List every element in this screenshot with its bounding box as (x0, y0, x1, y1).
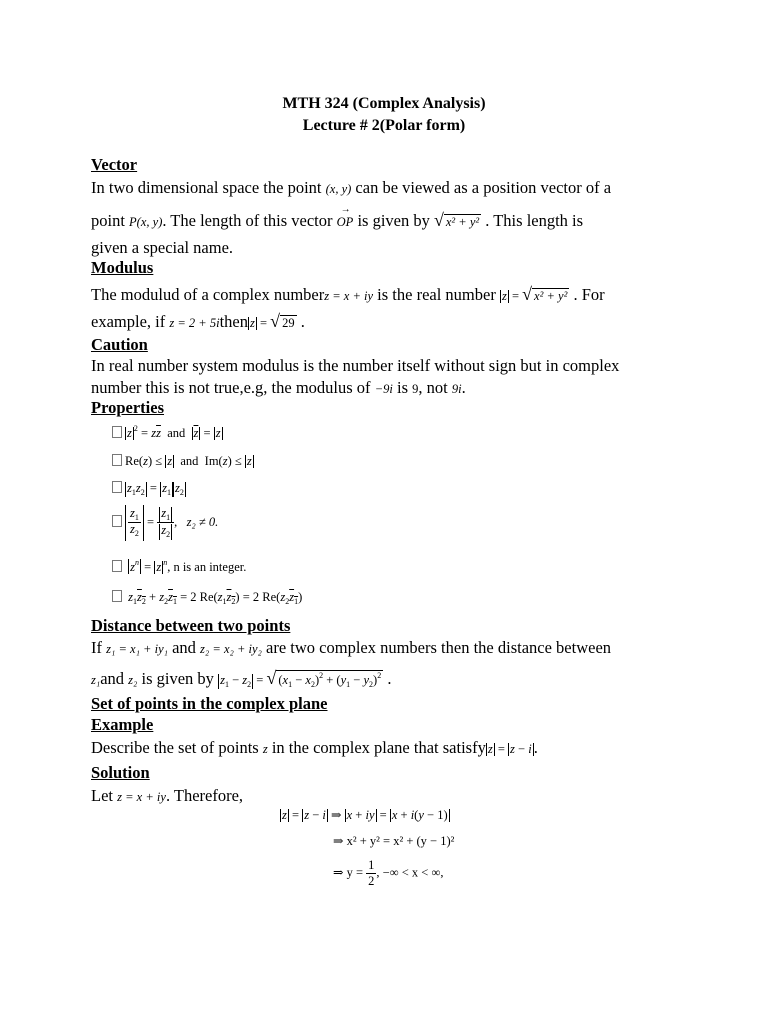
distance-text: and (172, 638, 196, 657)
property-text: and (180, 454, 199, 468)
math-z-example: z = 2 + 5i (169, 316, 220, 330)
set-heading: Set of points in the complex plane (91, 694, 328, 713)
distance-text: is given by (141, 669, 214, 688)
property-1: z $^2 = z\overline{z}$ and $\overline{z} = z$ (112, 424, 223, 441)
property-5: $z^n = z$ $^n$, n is an integer. (112, 558, 246, 575)
example-text: Describe the set of points (91, 738, 259, 757)
property-2: Re(z) ≤ z and Im(z) ≤ z (112, 454, 254, 469)
property-text: and (167, 426, 186, 440)
modulus-text: is the real number (377, 285, 496, 304)
math-9: 9 (412, 382, 419, 396)
distance-text: If (91, 638, 102, 657)
caution-text: is (396, 378, 408, 397)
vector-text: can be viewed as a position vector of a (355, 178, 612, 197)
lecture-title: Lecture # 2(Polar form) (302, 117, 466, 134)
caution-text: number this is not true,e.g, the modulus of (91, 378, 371, 397)
solution-equation-3 (333, 858, 444, 889)
math-z-def: z = x + iy (324, 289, 374, 303)
caution-text: . (461, 378, 466, 397)
property-4: $\frac{z_1}{z_2}$ = $\frac{z_1}{z_2}$ , z₂ ≠ 0. (112, 505, 218, 541)
bullet-icon (112, 590, 122, 602)
distance-line-1 (91, 638, 611, 658)
solution-equation-2: ⇒ x² + y² = x² + (y − 1)² (333, 834, 455, 848)
example-line-1: Describe the set of points z in the complex plane that satisfy z = z − i . (91, 738, 538, 757)
properties-heading: Properties (91, 398, 165, 417)
vector-text: is given by (357, 211, 430, 230)
math-sqrt-29: 29 (282, 316, 295, 330)
modulus-text: The modulud of a complex number (91, 285, 325, 304)
example-text: . (533, 738, 538, 757)
vector-text: point (91, 211, 125, 230)
math-point-p: P(x, y) (129, 215, 163, 229)
fraction-one-half (366, 858, 376, 889)
math-abs-z: z (501, 289, 507, 303)
vector-line-2: point P(x, y). The length of this vector → OP is given by √ x² + y² . This length is (91, 210, 583, 232)
example-heading: Example (91, 715, 154, 734)
property-6: $z_1z_2 + z_2z_1 = 2$ $Re(z_1z_2) = 2$ $Re(z_2z_1)$ (112, 590, 302, 607)
math-z1: z₁ (91, 673, 101, 687)
vector-text: . The length of this vector (162, 211, 333, 230)
fraction-numerator: 1 (368, 858, 375, 872)
modulus-text: example, if (91, 312, 166, 331)
bullet-icon (112, 426, 122, 438)
property-text: n is an integer. (173, 560, 247, 574)
caution-line-1: In real number system modulus is the number itself without sign but in complex (91, 356, 620, 375)
distance-heading: Distance between two points (91, 616, 291, 635)
distance-text: and (100, 669, 125, 688)
math-9i: 9i (451, 382, 462, 396)
math-vector-op: → OP (337, 215, 354, 230)
solution-text: . Therefore, (165, 786, 244, 805)
solution-heading: Solution (91, 763, 150, 782)
solution-equation-1: z = z − i ⇒ x + iy = x + i(y − 1) (282, 808, 448, 822)
property-3: $z_1z_2 = z_1$ $z_2$ (112, 481, 186, 497)
math-sqrt: x² + y² (534, 289, 568, 303)
distance-text: are two complex numbers then the distance between (266, 638, 612, 657)
solution-line-1 (91, 786, 243, 806)
vector-heading: Vector (91, 155, 138, 174)
modulus-line-1: The modulud of a complex numberz = x + iy is the real number z = √ x² + y² . For (91, 284, 605, 304)
solution-text: Let (91, 786, 113, 805)
caution-line-2 (91, 378, 466, 398)
example-text: in the complex plane that satisfy (271, 738, 486, 757)
solution-text: ⇒ y = (333, 865, 364, 880)
math-z2-def: z₂ = x₂ + iy₂ (200, 642, 262, 656)
bullet-icon (112, 515, 122, 527)
distance-line-2: z₁and z₂ is given by $z_1 - z_2$ = √ $(x_1 - x_2)^2 + (y_1 - y_2)^2$ . (91, 668, 392, 689)
bullet-icon (112, 454, 122, 466)
course-title: MTH 324 (Complex Analysis) (282, 95, 486, 112)
math-sqrt: x² + y² (445, 215, 480, 229)
bullet-icon (112, 560, 122, 572)
math-z1-def: z₁ = x₁ + iy₁ (106, 642, 168, 656)
distance-text: . (387, 669, 392, 688)
modulus-text: then (219, 312, 248, 331)
modulus-text: . For (573, 285, 605, 304)
math-z-def: z = x + iy (117, 790, 166, 804)
math-minus-9i: −9i (374, 382, 393, 396)
math-z2: z₂ (128, 673, 138, 687)
fraction-denominator: 2 (368, 874, 375, 888)
math-point: (x, y) (325, 182, 352, 196)
solution-text: , −∞ < x < ∞, (376, 865, 444, 880)
math-abs-z: z (249, 316, 255, 330)
caution-heading: Caution (91, 335, 148, 354)
modulus-heading: Modulus (91, 258, 154, 277)
caution-text: , not (418, 378, 448, 397)
vector-text: . This length is (485, 211, 584, 230)
vector-text: In two dimensional space the point (91, 178, 322, 197)
vector-line-3: given a special name. (91, 238, 234, 257)
property-condition: z₂ ≠ 0. (186, 514, 219, 529)
vector-line-1 (91, 178, 611, 198)
math-z: z (262, 742, 268, 756)
bullet-icon (112, 481, 122, 493)
modulus-line-2: example, if z = 2 + 5ithen z = √ 29 . (91, 311, 305, 331)
